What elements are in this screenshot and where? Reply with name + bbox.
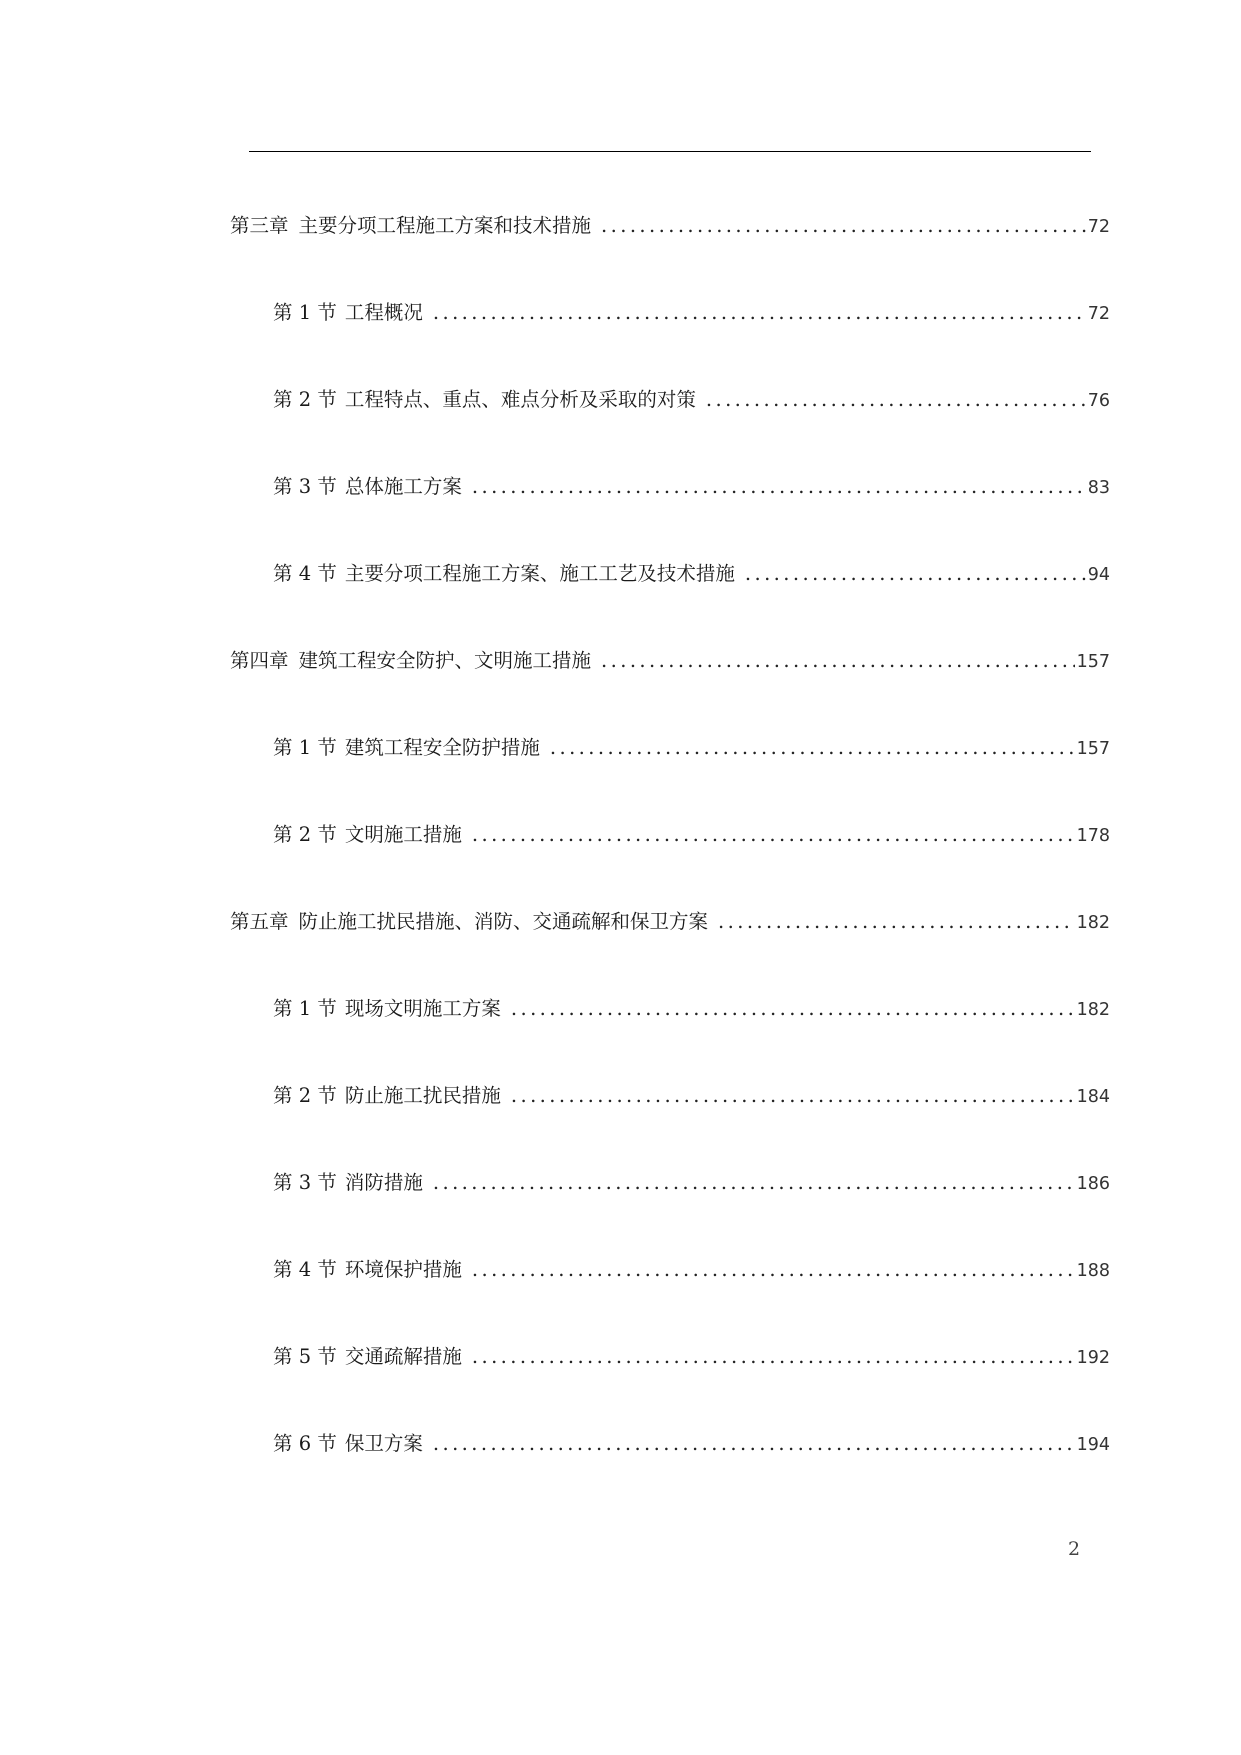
toc-entry-label: 第 1 节 建筑工程安全防护措施 <box>273 736 540 759</box>
toc-entry-label: 第 4 节 环境保护措施 <box>273 1258 462 1281</box>
toc-entry-section[interactable] <box>273 1429 1110 1459</box>
toc-dot-leader <box>550 733 1075 763</box>
toc-page-number: 178 <box>1076 826 1110 846</box>
toc-dot-leader <box>472 1255 1075 1285</box>
toc-entry-section[interactable] <box>273 1168 1110 1198</box>
toc-entry-section[interactable] <box>273 298 1110 328</box>
toc-entry-label: 第 5 节 交通疏解措施 <box>273 1345 462 1368</box>
toc-page-number: 157 <box>1076 739 1110 759</box>
toc-dot-leader <box>472 472 1086 502</box>
toc-dot-leader <box>745 559 1086 589</box>
toc-entry-label: 第三章 主要分项工程施工方案和技术措施 <box>230 214 592 237</box>
toc-entry-label: 第 3 节 总体施工方案 <box>273 475 462 498</box>
toc-entry-label: 第 1 节 现场文明施工方案 <box>273 997 501 1020</box>
toc-page-number: 72 <box>1087 304 1110 324</box>
toc-entry-chapter-5[interactable] <box>230 907 1110 937</box>
toc-dot-leader <box>433 298 1086 328</box>
toc-dot-leader <box>511 994 1075 1024</box>
toc-page-number: 186 <box>1076 1174 1110 1194</box>
toc-entry-section[interactable] <box>273 733 1110 763</box>
toc-entry-section[interactable] <box>273 994 1110 1024</box>
toc-entry-section[interactable] <box>273 1342 1110 1372</box>
toc-page-number: 184 <box>1076 1087 1110 1107</box>
toc-entry-label: 第 2 节 工程特点、重点、难点分析及采取的对策 <box>273 388 696 411</box>
toc-entry-section[interactable] <box>273 1081 1110 1111</box>
toc-entry-label: 第 4 节 主要分项工程施工方案、施工工艺及技术措施 <box>273 562 735 585</box>
toc-page-number: 83 <box>1087 478 1110 498</box>
toc-entry-label: 第 1 节 工程概况 <box>273 301 423 324</box>
toc-page-number: 188 <box>1076 1261 1110 1281</box>
toc-page-number: 182 <box>1076 1000 1110 1020</box>
toc-dot-leader <box>472 820 1075 850</box>
toc-entry-chapter-4[interactable] <box>230 646 1110 676</box>
toc-entry-chapter-3[interactable] <box>230 211 1110 241</box>
toc-entry-label: 第四章 建筑工程安全防护、文明施工措施 <box>230 649 592 672</box>
toc-dot-leader <box>601 211 1086 241</box>
toc-entry-section[interactable] <box>273 820 1110 850</box>
toc-dot-leader <box>511 1081 1075 1111</box>
toc-page-number: 72 <box>1087 217 1110 237</box>
toc-page-number: 194 <box>1076 1435 1110 1455</box>
toc-dot-leader <box>706 385 1086 415</box>
toc-entry-label: 第 2 节 文明施工措施 <box>273 823 462 846</box>
toc-entry-label: 第 2 节 防止施工扰民措施 <box>273 1084 501 1107</box>
page-number: 2 <box>1068 1538 1081 1560</box>
toc-dot-leader <box>601 646 1075 676</box>
toc-entry-section[interactable] <box>273 385 1110 415</box>
toc-entry-section[interactable] <box>273 559 1110 589</box>
toc-entry-label: 第 3 节 消防措施 <box>273 1171 423 1194</box>
toc-page-number: 157 <box>1076 652 1110 672</box>
toc-page-number: 192 <box>1076 1348 1110 1368</box>
toc-dot-leader <box>433 1168 1075 1198</box>
toc-dot-leader <box>433 1429 1075 1459</box>
toc-dot-leader <box>718 907 1075 937</box>
toc-entry-section[interactable] <box>273 1255 1110 1285</box>
toc-entry-label: 第 6 节 保卫方案 <box>273 1432 423 1455</box>
toc-entry-section[interactable] <box>273 472 1110 502</box>
toc-entry-label: 第五章 防止施工扰民措施、消防、交通疏解和保卫方案 <box>230 910 709 933</box>
toc-page-number: 76 <box>1087 391 1110 411</box>
toc-page-number: 94 <box>1087 565 1110 585</box>
toc-dot-leader <box>472 1342 1075 1372</box>
toc-page-number: 182 <box>1076 913 1110 933</box>
